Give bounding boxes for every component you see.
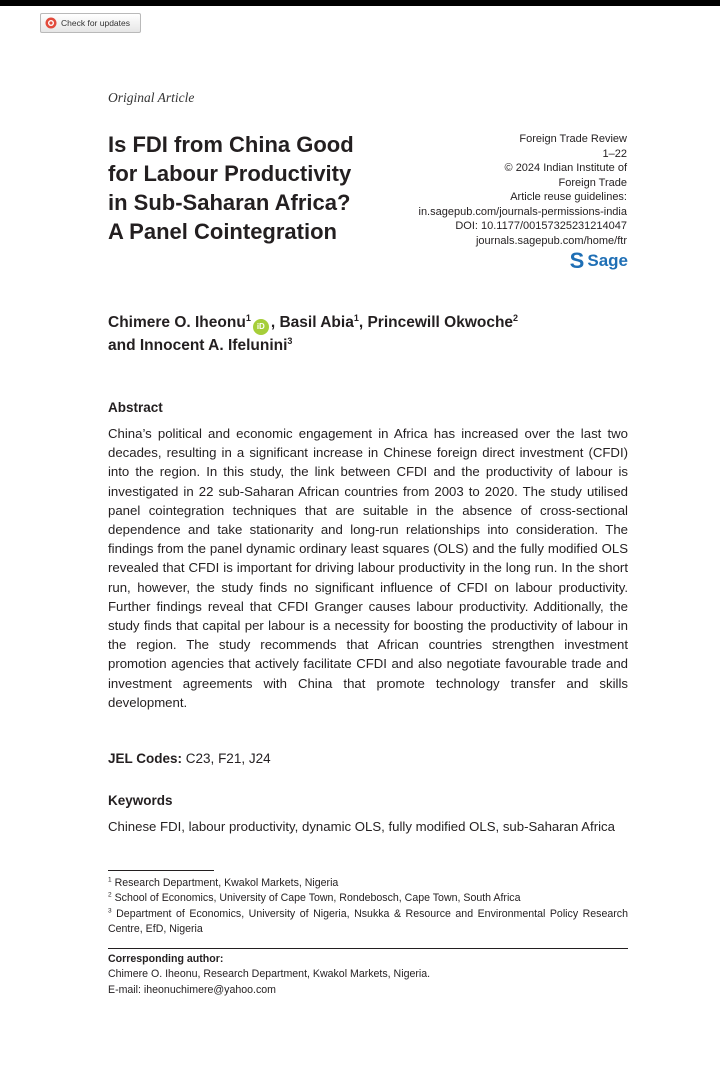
footnote-number: 2 <box>108 891 112 899</box>
article-type: Original Article <box>108 90 195 105</box>
footnote-text: School of Economics, University of Cape Town, Rondebosch, Cape Town, South Africa <box>114 892 521 905</box>
affiliation-footnotes <box>108 876 628 937</box>
jel-values: C23, F21, J24 <box>185 751 271 766</box>
sage-wordmark: Sage <box>587 251 628 270</box>
jel-label: JEL Codes: <box>108 751 183 766</box>
author-list: Chimere O. Iheonu$^1$iD , Basil Abia$^1$, Princewill Okwoche$^2$ and Innocent A. Ifelunini$^3$ <box>108 312 519 354</box>
reuse-link[interactable]: in.sagepub.com/journals-permissions-india <box>418 205 627 218</box>
title-line: in Sub-Saharan Africa? <box>108 190 351 215</box>
footnote-number: 1 <box>108 876 112 884</box>
title-line: Is FDI from China Good <box>108 132 354 157</box>
author-conjunction: and <box>108 337 136 354</box>
affiliation-marker: 1 <box>245 312 251 323</box>
doi-link[interactable]: DOI: 10.1177/00157325231214047 <box>455 220 627 232</box>
footnote <box>108 876 628 891</box>
abstract-heading: Abstract <box>108 400 163 415</box>
check-for-updates-label: Check for updates <box>61 18 130 28</box>
corresponding-author <box>108 952 628 998</box>
abstract-body: China’s political and economic engagement in Africa has increased over the last two decades, resulting in a significant increase in Chinese foreign direct investment (CFDI) into the region. In this study, the link between CFDI and the productivity of labour is investigated in 22 sub-Saharan African countries from 2003 to 2020. The study utilised panel cointegration techniques that are suitable in the absence of cross-sectional dependence and take stationarity and long-run relationships into consideration. The findings from the panel dynamic ordinary least squares (OLS) and the fully modified OLS revealed that CFDI is important for driving labour productivity in the long run. In the short run, however, the study finds no significant influence of CFDI on labour productivity. Further findings reveal that CFDI Granger causes labour productivity. Additionally, the study finds that capital per labour is a necessity for boosting the productivity of labour in the region. The study recommends that African countries strengthen investment promotion agencies that actively facilitate CFDI and also negotiate favourable trade and investment agreements with China that promote technology transfer and skills development. <box>108 426 628 710</box>
author-name: Chimere O. Iheonu <box>108 314 246 331</box>
sage-s-icon: S <box>569 248 585 273</box>
affiliation-marker: 3 <box>287 335 293 346</box>
corresponding-divider <box>108 948 628 949</box>
article-title <box>108 130 418 246</box>
author-name: Basil Abia <box>279 314 354 331</box>
author-name: Princewill Okwoche <box>367 314 514 331</box>
footnote-text: Research Department, Kwakol Markets, Nigeria <box>114 877 339 889</box>
keywords-body: Chinese FDI, labour productivity, dynamic OLS, fully modified OLS, sub-Saharan Africa <box>108 819 615 834</box>
author-name: Innocent A. Ifelunini <box>139 337 288 354</box>
title-line: A Panel Cointegration <box>108 219 337 244</box>
affiliation-marker: 1 <box>353 312 359 323</box>
top-bar <box>0 0 720 6</box>
copyright-line: Foreign Trade <box>558 176 627 189</box>
footnote <box>108 907 628 938</box>
journal-home-link[interactable]: journals.sagepub.com/home/ftr <box>475 234 627 247</box>
journal-pages: 1–22 <box>602 147 627 160</box>
check-for-updates-button[interactable] <box>40 13 141 33</box>
corresponding-address: Chimere O. Iheonu, Research Department, Kwakol Markets, Nigeria. <box>108 968 431 981</box>
journal-name: Foreign Trade Review <box>519 133 627 145</box>
copyright-line: © 2024 Indian Institute of <box>504 162 627 174</box>
jel-codes <box>108 751 271 766</box>
journal-info <box>387 132 627 248</box>
title-line: for Labour Productivity <box>108 161 352 186</box>
sage-logo <box>570 250 628 272</box>
footnote <box>108 891 628 906</box>
corresponding-label: Corresponding author: <box>108 953 224 965</box>
orcid-icon[interactable]: iD <box>253 319 269 335</box>
reuse-label: Article reuse guidelines: <box>510 191 627 203</box>
check-updates-icon <box>45 17 57 29</box>
footnote-text: Department of Economics, University of Nigeria, Nsukka & Resource and Environmental Policy Research Centre, EfD, Nigeria <box>108 907 628 935</box>
keywords-heading: Keywords <box>108 793 173 808</box>
footnote-number: 3 <box>108 907 112 915</box>
affiliation-marker: 2 <box>513 312 519 323</box>
footnote-divider <box>108 870 214 871</box>
corresponding-email[interactable]: E-mail: iheonuchimere@yahoo.com <box>108 983 276 996</box>
